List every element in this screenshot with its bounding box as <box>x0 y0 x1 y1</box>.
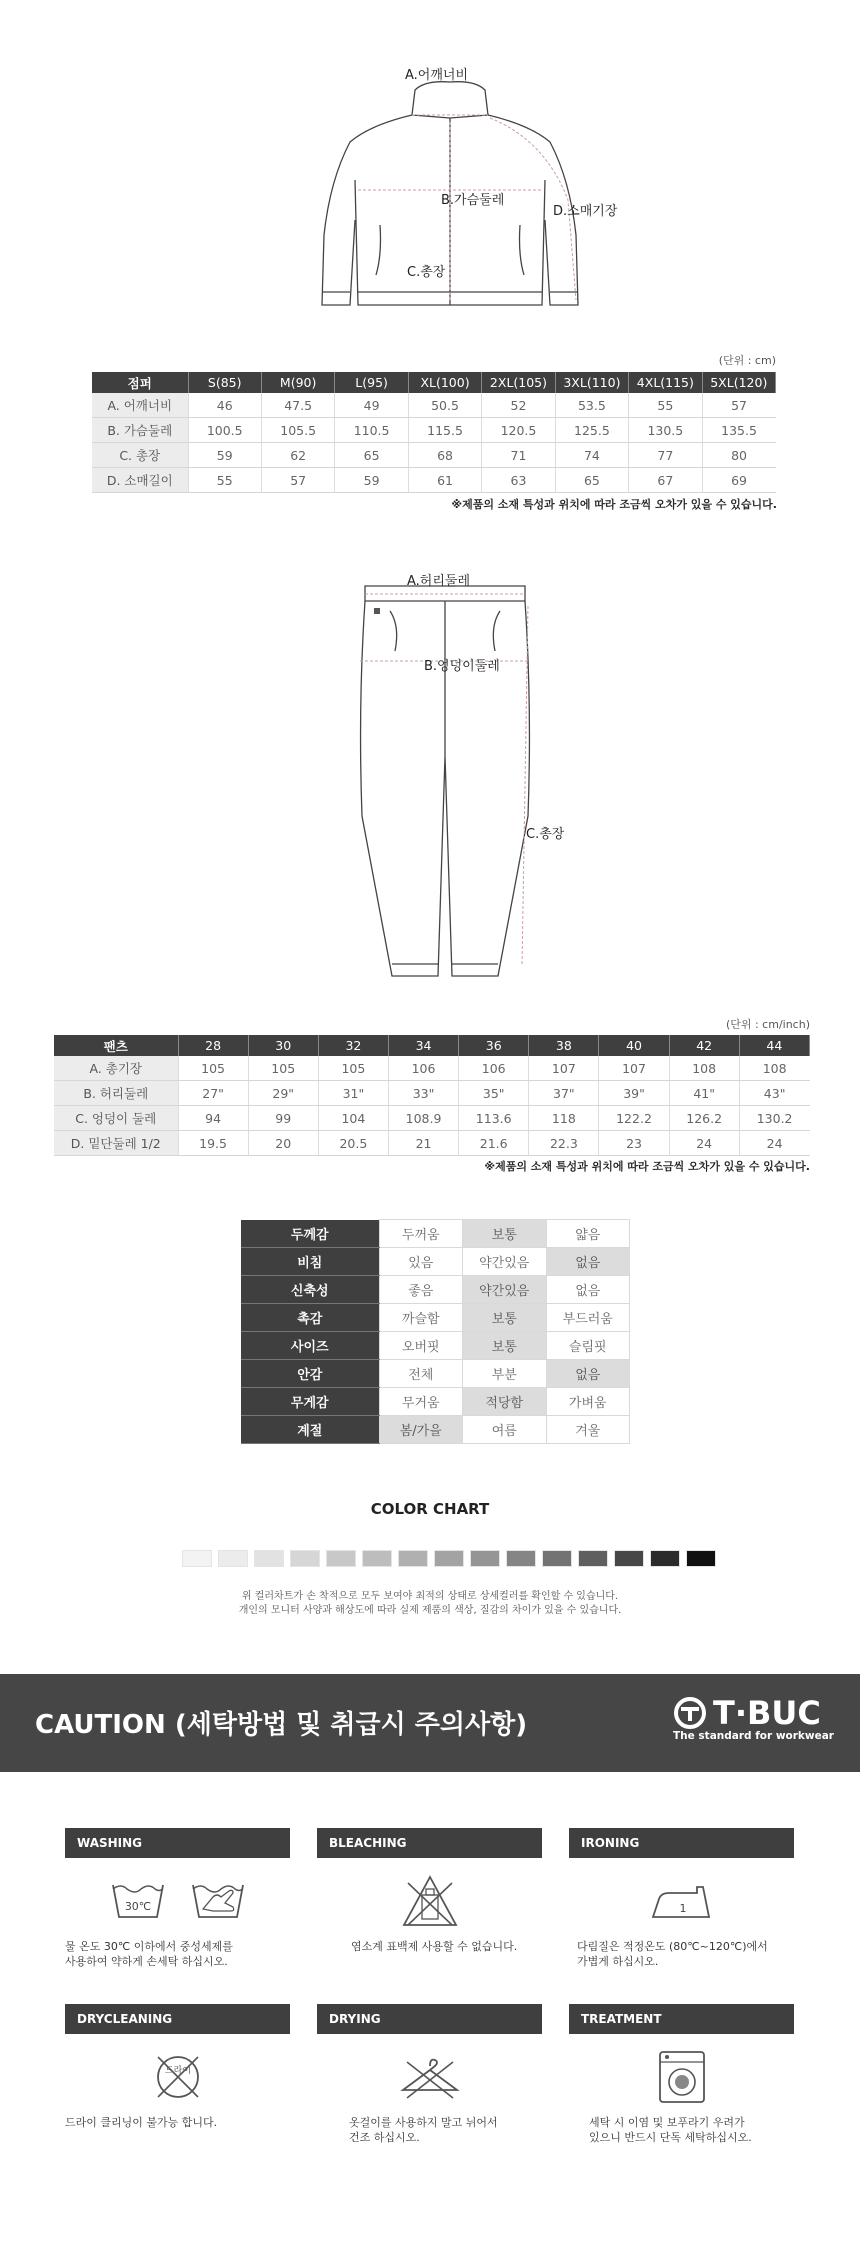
feel-option: 겨울 <box>546 1416 630 1444</box>
feel-option: 보통 <box>463 1220 547 1248</box>
table-row <box>92 393 776 418</box>
feel-option: 부드러움 <box>546 1304 630 1332</box>
table-cell: 120.5 <box>482 418 555 443</box>
table-cell: 20 <box>248 1131 318 1156</box>
table-cell: 110.5 <box>335 418 408 443</box>
feel-option: 없음 <box>546 1276 630 1304</box>
table-cell: 65 <box>555 468 628 493</box>
row-label: A. 어깨너비 <box>92 393 188 418</box>
table-cell: 21.6 <box>459 1131 529 1156</box>
care-bleaching <box>317 1828 542 1954</box>
row-label: C. 엉덩이 둘레 <box>54 1106 178 1131</box>
table-header-row <box>54 1035 810 1056</box>
table-header-cell: 4XL(115) <box>629 372 702 393</box>
table-cell: 105.5 <box>261 418 334 443</box>
pants-drawing <box>340 556 560 986</box>
no-dryclean-icon <box>148 2049 208 2105</box>
feel-option: 보통 <box>463 1304 547 1332</box>
table-cell: 74 <box>555 443 628 468</box>
feel-option: 없음 <box>546 1360 630 1388</box>
table-cell: 65 <box>335 443 408 468</box>
iron-level: 1 <box>679 1901 686 1915</box>
table-cell: 41" <box>669 1081 739 1106</box>
table-cell: 100.5 <box>188 418 261 443</box>
table-cell: 31" <box>318 1081 388 1106</box>
color-chart-note-line: 개인의 모니터 사양과 해상도에 따라 실제 제품의 색상, 질감의 차이가 있을 수 있습니다. <box>238 1605 622 1616</box>
table-header-cell: 팬츠 <box>54 1035 178 1056</box>
color-swatch <box>326 1550 356 1567</box>
color-swatch <box>650 1550 680 1567</box>
jacket-label-b: B.가슴둘레 <box>441 193 505 208</box>
table-cell: 46 <box>188 393 261 418</box>
row-label: C. 총장 <box>92 443 188 468</box>
color-swatch <box>542 1550 572 1567</box>
table-header-cell: 34 <box>388 1035 458 1056</box>
table-cell: 135.5 <box>702 418 775 443</box>
table-cell: 47.5 <box>261 393 334 418</box>
row-label: D. 소매길이 <box>92 468 188 493</box>
care-text-line: 드라이 클리닝이 불가능 합니다. <box>65 2116 218 2129</box>
table-cell: 21 <box>388 1131 458 1156</box>
table-cell: 37" <box>529 1081 599 1106</box>
care-drycleaning-title: DRYCLEANING <box>65 2004 290 2034</box>
table-cell: 69 <box>702 468 775 493</box>
table-cell: 105 <box>248 1056 318 1081</box>
table-header-cell: 28 <box>178 1035 248 1056</box>
care-text-line: 가볍게 하십시오. <box>577 1955 659 1968</box>
jacket-label-d: D.소매기장 <box>553 204 618 219</box>
table-cell: 94 <box>178 1106 248 1131</box>
table-cell: 49 <box>335 393 408 418</box>
feel-option: 얇음 <box>546 1220 630 1248</box>
pants-label-a: A.허리둘레 <box>407 574 471 589</box>
care-ironing <box>569 1828 794 1969</box>
jacket-size-table <box>92 372 776 493</box>
caution-title: CAUTION (세탁방법 및 취급시 주의사항) <box>35 1710 528 1740</box>
feel-option: 여름 <box>463 1416 547 1444</box>
table-cell: 27" <box>178 1081 248 1106</box>
fabric-feel-table <box>241 1219 630 1444</box>
table-header-cell: 32 <box>318 1035 388 1056</box>
table-cell: 55 <box>629 393 702 418</box>
brand-logo-text: T·BUC <box>713 1694 821 1732</box>
feel-option: 오버핏 <box>379 1332 463 1360</box>
feel-row <box>241 1360 630 1388</box>
feel-row <box>241 1248 630 1276</box>
feel-option: 두꺼움 <box>379 1220 463 1248</box>
color-swatch <box>182 1550 212 1567</box>
feel-option: 슬림핏 <box>546 1332 630 1360</box>
care-treatment <box>569 2004 794 2145</box>
table-cell: 130.5 <box>629 418 702 443</box>
feel-row-label: 촉감 <box>241 1304 379 1332</box>
care-washing <box>65 1828 290 1969</box>
table-row <box>92 468 776 493</box>
color-swatch <box>686 1550 716 1567</box>
care-text-line: 옷걸이를 사용하지 말고 뉘어서 <box>349 2116 498 2129</box>
table-cell: 62 <box>261 443 334 468</box>
color-swatch <box>290 1550 320 1567</box>
table-cell: 118 <box>529 1106 599 1131</box>
table-cell: 80 <box>702 443 775 468</box>
table-cell: 108 <box>669 1056 739 1081</box>
table-cell: 52 <box>482 393 555 418</box>
color-swatch <box>434 1550 464 1567</box>
feel-option: 까슬함 <box>379 1304 463 1332</box>
feel-option: 봄/가을 <box>379 1416 463 1444</box>
table-cell: 108 <box>739 1056 809 1081</box>
feel-option: 약간있음 <box>463 1276 547 1304</box>
table-cell: 106 <box>388 1056 458 1081</box>
color-swatch <box>362 1550 392 1567</box>
table-cell: 99 <box>248 1106 318 1131</box>
color-swatch <box>578 1550 608 1567</box>
color-chart-note <box>0 1590 860 1618</box>
table-cell: 107 <box>599 1056 669 1081</box>
iron-low-heat-icon <box>647 1879 717 1923</box>
row-label: B. 허리둘레 <box>54 1081 178 1106</box>
feel-row <box>241 1220 630 1248</box>
table-cell: 33" <box>388 1081 458 1106</box>
feel-row-label: 신축성 <box>241 1276 379 1304</box>
pants-note: ※제품의 소재 특성과 위치에 따라 조금씩 오차가 있을 수 있습니다. <box>484 1160 810 1173</box>
jacket-label-c: C.총장 <box>407 265 446 280</box>
table-header-cell: 44 <box>739 1035 809 1056</box>
caution-banner <box>0 1674 860 1772</box>
table-cell: 71 <box>482 443 555 468</box>
table-header-cell: 점퍼 <box>92 372 188 393</box>
table-header-cell: L(95) <box>335 372 408 393</box>
feel-row <box>241 1388 630 1416</box>
care-drying <box>317 2004 542 2145</box>
feel-option: 좋음 <box>379 1276 463 1304</box>
color-swatch <box>254 1550 284 1567</box>
wash-temp: 30℃ <box>124 1899 151 1913</box>
table-cell: 24 <box>739 1131 809 1156</box>
table-row <box>92 418 776 443</box>
feel-row-label: 사이즈 <box>241 1332 379 1360</box>
jacket-note: ※제품의 소재 특성과 위치에 따라 조금씩 오차가 있을 수 있습니다. <box>451 498 777 511</box>
feel-option: 전체 <box>379 1360 463 1388</box>
feel-row <box>241 1276 630 1304</box>
brand-tagline: The standard for workwear <box>673 1730 834 1742</box>
care-treatment-title: TREATMENT <box>569 2004 794 2034</box>
washing-machine-icon <box>656 2048 708 2106</box>
hand-wash-icon <box>189 1877 247 1925</box>
table-cell: 50.5 <box>408 393 481 418</box>
care-text-line: 염소계 표백제 사용할 수 없습니다. <box>351 1940 518 1953</box>
table-cell: 22.3 <box>529 1131 599 1156</box>
table-cell: 59 <box>335 468 408 493</box>
pants-size-table <box>54 1035 810 1156</box>
feel-row-label: 계절 <box>241 1416 379 1444</box>
jacket-unit: (단위 : cm) <box>718 354 776 367</box>
table-cell: 113.6 <box>459 1106 529 1131</box>
feel-option: 부분 <box>463 1360 547 1388</box>
table-cell: 24 <box>669 1131 739 1156</box>
feel-option: 약간있음 <box>463 1248 547 1276</box>
care-washing-title: WASHING <box>65 1828 290 1858</box>
table-cell: 57 <box>261 468 334 493</box>
table-cell: 105 <box>178 1056 248 1081</box>
table-header-cell: 30 <box>248 1035 318 1056</box>
pants-unit: (단위 : cm/inch) <box>725 1018 810 1031</box>
table-cell: 67 <box>629 468 702 493</box>
table-header-cell: 3XL(110) <box>555 372 628 393</box>
no-hanger-icon <box>397 2052 463 2102</box>
feel-row-label: 안감 <box>241 1360 379 1388</box>
table-header-cell: 38 <box>529 1035 599 1056</box>
color-swatch <box>470 1550 500 1567</box>
feel-option: 보통 <box>463 1332 547 1360</box>
table-cell: 130.2 <box>739 1106 809 1131</box>
feel-row <box>241 1416 630 1444</box>
row-label: D. 밑단둘레 1/2 <box>54 1131 178 1156</box>
row-label: A. 총기장 <box>54 1056 178 1081</box>
care-treatment-text <box>569 2115 794 2145</box>
table-cell: 29" <box>248 1081 318 1106</box>
care-text-line: 사용하여 약하게 손세탁 하십시오. <box>65 1955 228 1968</box>
table-row <box>92 443 776 468</box>
table-cell: 105 <box>318 1056 388 1081</box>
table-cell: 20.5 <box>318 1131 388 1156</box>
pants-label-c: C.총장 <box>526 827 565 842</box>
table-header-cell: S(85) <box>188 372 261 393</box>
care-bleaching-title: BLEACHING <box>317 1828 542 1858</box>
color-swatch <box>614 1550 644 1567</box>
table-cell: 122.2 <box>599 1106 669 1131</box>
feel-row <box>241 1332 630 1360</box>
table-cell: 106 <box>459 1056 529 1081</box>
table-row <box>54 1131 810 1156</box>
table-header-cell: 42 <box>669 1035 739 1056</box>
care-ironing-text <box>569 1939 794 1969</box>
table-header-cell: 40 <box>599 1035 669 1056</box>
feel-row <box>241 1304 630 1332</box>
color-chart-title: COLOR CHART <box>370 1500 490 1518</box>
jacket-label-a: A.어깨너비 <box>405 68 469 83</box>
table-cell: 68 <box>408 443 481 468</box>
feel-row-label: 두께감 <box>241 1220 379 1248</box>
no-bleach-icon <box>400 1873 460 1929</box>
care-drycleaning-text <box>65 2115 290 2130</box>
feel-row-label: 무게감 <box>241 1388 379 1416</box>
table-cell: 39" <box>599 1081 669 1106</box>
table-cell: 35" <box>459 1081 529 1106</box>
table-header-cell: 2XL(105) <box>482 372 555 393</box>
feel-option: 무거움 <box>379 1388 463 1416</box>
table-header-cell: 36 <box>459 1035 529 1056</box>
table-cell: 104 <box>318 1106 388 1131</box>
table-cell: 53.5 <box>555 393 628 418</box>
pants-label-b: B.엉덩이둘레 <box>424 659 500 674</box>
color-swatches <box>182 1550 716 1567</box>
table-row <box>54 1081 810 1106</box>
care-ironing-title: IRONING <box>569 1828 794 1858</box>
care-drycleaning <box>65 2004 290 2130</box>
color-swatch <box>398 1550 428 1567</box>
care-washing-text <box>65 1939 290 1969</box>
care-text-line: 세탁 시 이염 및 보푸라기 우려가 <box>589 2116 745 2129</box>
table-cell: 19.5 <box>178 1131 248 1156</box>
dryclean-text: 드라이 <box>164 2065 191 2076</box>
table-cell: 125.5 <box>555 418 628 443</box>
care-text-line: 다림질은 적정온도 (80℃~120℃)에서 <box>577 1940 768 1953</box>
wash-30-icon <box>109 1877 167 1925</box>
brand-logo <box>673 1694 834 1742</box>
row-label: B. 가슴둘레 <box>92 418 188 443</box>
table-header-cell: M(90) <box>261 372 334 393</box>
table-cell: 61 <box>408 468 481 493</box>
table-cell: 107 <box>529 1056 599 1081</box>
table-header-cell: 5XL(120) <box>702 372 775 393</box>
feel-option: 있음 <box>379 1248 463 1276</box>
care-drying-title: DRYING <box>317 2004 542 2034</box>
color-swatch <box>506 1550 536 1567</box>
table-cell: 23 <box>599 1131 669 1156</box>
care-drying-text <box>317 2115 542 2145</box>
table-cell: 108.9 <box>388 1106 458 1131</box>
table-header-cell: XL(100) <box>408 372 481 393</box>
table-cell: 57 <box>702 393 775 418</box>
table-row <box>54 1106 810 1131</box>
feel-option: 가벼움 <box>546 1388 630 1416</box>
table-cell: 43" <box>739 1081 809 1106</box>
feel-row-label: 비침 <box>241 1248 379 1276</box>
color-swatch <box>218 1550 248 1567</box>
table-cell: 115.5 <box>408 418 481 443</box>
care-text-line: 물 온도 30℃ 이하에서 중성세제를 <box>65 1940 233 1953</box>
care-text-line: 건조 하십시오. <box>349 2131 420 2144</box>
care-text-line: 있으니 반드시 단독 세탁하십시오. <box>589 2131 752 2144</box>
color-chart-note-line: 위 컬러차트가 손 착적으로 모두 보여야 최적의 상태로 상세컬러를 확인할 수 있습니다. <box>241 1591 619 1602</box>
table-cell: 63 <box>482 468 555 493</box>
feel-option: 적당함 <box>463 1388 547 1416</box>
table-cell: 55 <box>188 468 261 493</box>
table-row <box>54 1056 810 1081</box>
brand-logo-icon <box>673 1696 707 1730</box>
table-header-row <box>92 372 776 393</box>
table-cell: 126.2 <box>669 1106 739 1131</box>
table-cell: 59 <box>188 443 261 468</box>
feel-option: 없음 <box>546 1248 630 1276</box>
table-cell: 77 <box>629 443 702 468</box>
care-bleaching-text <box>317 1939 542 1954</box>
